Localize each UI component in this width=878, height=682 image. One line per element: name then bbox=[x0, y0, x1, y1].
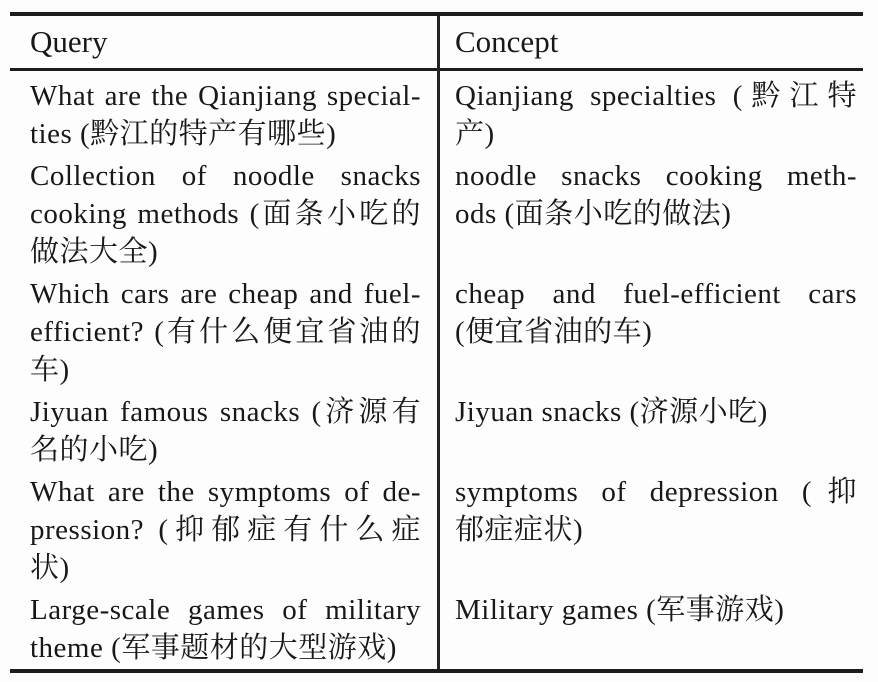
concept-text-line: 产) bbox=[455, 118, 495, 150]
concept-text-line: Military games (军事游戏) bbox=[455, 594, 785, 626]
query-text-line: cooking methods (面条小吃的 bbox=[30, 198, 421, 230]
query-text-line: Large-scale games of military bbox=[30, 594, 421, 626]
query-text-line: What are the Qianjiang special- bbox=[30, 80, 421, 112]
query-cell bbox=[10, 77, 437, 153]
column-header-concept: Concept bbox=[455, 24, 559, 59]
concept-cell bbox=[437, 473, 863, 549]
query-cell bbox=[10, 393, 437, 469]
concept-cell bbox=[437, 591, 863, 629]
column-divider bbox=[437, 16, 440, 669]
query-text-line: Collection of noodle snacks bbox=[30, 160, 421, 192]
query-cell bbox=[10, 275, 437, 389]
query-text-line: pression? (抑郁症有什么症 bbox=[30, 514, 421, 546]
concept-text-line: cheap and fuel-efficient cars bbox=[455, 278, 857, 310]
query-text-line: 状) bbox=[30, 552, 70, 584]
query-text-line: Which cars are cheap and fuel- bbox=[30, 278, 421, 310]
concept-cell bbox=[437, 393, 863, 431]
query-text-line: ties (黔江的特产有哪些) bbox=[30, 118, 337, 150]
concept-text-line: Qianjiang specialties (黔江特 bbox=[455, 80, 857, 112]
concept-text-line: symptoms of depression (抑 bbox=[455, 476, 857, 508]
concept-text-line: Jiyuan snacks (济源小吃) bbox=[455, 396, 768, 428]
query-text-line: What are the symptoms of de- bbox=[30, 476, 421, 508]
query-text-line: theme (军事题材的大型游戏) bbox=[30, 632, 397, 664]
query-text-line: 车) bbox=[30, 354, 70, 386]
query-cell bbox=[10, 591, 437, 667]
query-text-line: 名的小吃) bbox=[30, 434, 159, 466]
concept-cell bbox=[437, 157, 863, 233]
concept-text-line: ods (面条小吃的做法) bbox=[455, 198, 732, 230]
query-cell bbox=[10, 473, 437, 587]
concept-text-line: (便宜省油的车) bbox=[455, 316, 653, 348]
query-text-line: Jiyuan famous snacks (济源有 bbox=[30, 396, 421, 428]
concept-cell bbox=[437, 77, 863, 153]
concept-text-line: 郁症症状) bbox=[455, 514, 584, 546]
column-header-query: Query bbox=[30, 24, 108, 59]
query-text-line: 做法大全) bbox=[30, 236, 159, 268]
concept-text-line: noodle snacks cooking meth- bbox=[455, 160, 857, 192]
query-cell bbox=[10, 157, 437, 271]
query-text-line: efficient? (有什么便宜省油的 bbox=[30, 316, 421, 348]
concept-cell bbox=[437, 275, 863, 351]
query-concept-table bbox=[10, 12, 863, 673]
table-bottom-rule bbox=[10, 669, 863, 673]
